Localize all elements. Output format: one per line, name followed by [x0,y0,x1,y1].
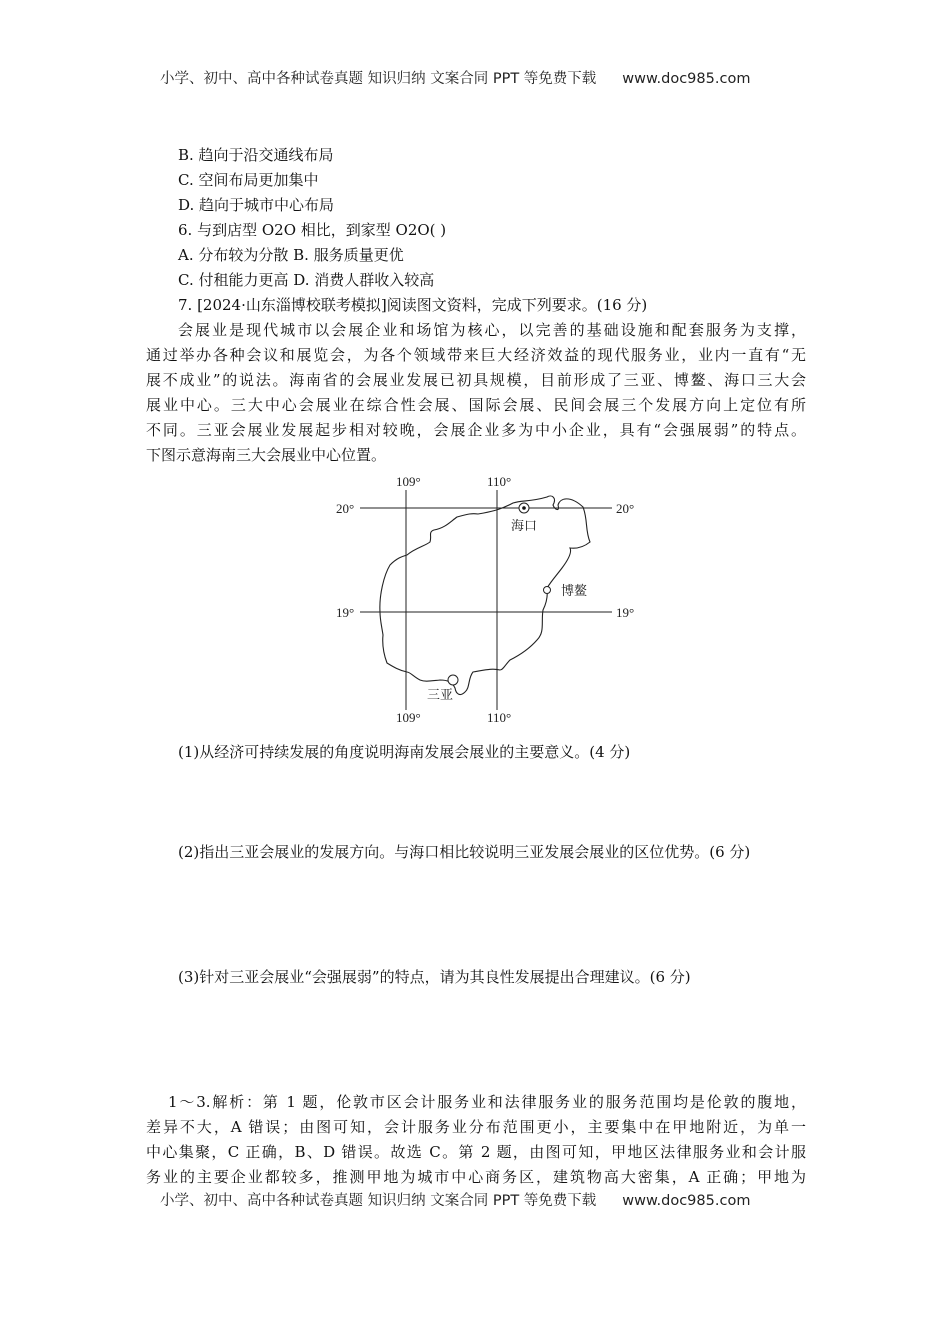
analysis-line: 中心集聚，C 正确，B、D 错误。故选 C。第 2 题，由图可知，甲地区法律服务业和会计服 [146,1143,806,1161]
analysis-line: 差异不大，A 错误；由图可知，会计服务业分布范围更小，主要集中在甲地附近，为单一 [146,1118,806,1136]
lon-label-109-top: 109° [396,474,421,489]
page-footer [160,1191,750,1211]
q5-option-c: C. 空间布局更加集中 [178,171,319,189]
subquestion-3: (3)针对三亚会展业“会强展弱”的特点，请为其良性发展提出合理建议。(6 分) [178,968,691,986]
lat-label-19-left: 19° [336,605,355,620]
lat-label-20-left: 20° [336,501,355,516]
lon-label-110-top: 110° [487,474,512,489]
lon-label-110-bottom: 110° [487,710,512,725]
place-sanya: 三亚 [427,687,454,702]
header-text: 小学、初中、高中各种试卷真题 知识归纳 文案合同 PPT 等免费下载 [160,71,597,87]
analysis-line: 务业的主要企业都较多，推测甲地为城市中心商务区，建筑物高大密集，A 正确；甲地为 [146,1168,806,1186]
q5-option-b: B. 趋向于沿交通线布局 [178,146,334,164]
analysis-line: 1～3.解析：第 1 题，伦敦市区会计服务业和法律服务业的服务范围均是伦敦的腹地， [168,1093,806,1111]
footer-text: 小学、初中、高中各种试卷真题 知识归纳 文案合同 PPT 等免费下载 [160,1193,597,1209]
subquestion-1: (1)从经济可持续发展的角度说明海南发展会展业的主要意义。(4 分) [178,743,631,761]
q5-option-d: D. 趋向于城市中心布局 [178,196,335,214]
lat-label-20-right: 20° [616,501,635,516]
q7-paragraph-line: 展不成业”的说法。海南省的会展业发展已初具规模，目前形成了三亚、博鳌、海口三大会 [146,371,806,389]
footer-url[interactable]: www.doc985.com [622,1193,751,1209]
header-url[interactable]: www.doc985.com [622,71,751,87]
q6-options-cd: C. 付租能力更高 D. 消费人群收入较高 [178,271,435,289]
q7-paragraph-line: 下图示意海南三大会展业中心位置。 [146,446,387,464]
q6-options-ab: A. 分布较为分散 B. 服务质量更优 [178,246,404,264]
place-boao: 博鳌 [561,583,588,598]
q7-paragraph-line: 通过举办各种会议和展览会，为各个领域带来巨大经济效益的现代服务业，业内一直有“无 [146,346,806,364]
lat-label-19-right: 19° [616,605,635,620]
place-haikou: 海口 [511,518,538,533]
q6-stem: 6. 与到店型 O2O 相比，到家型 O2O( ) [178,221,447,239]
lon-label-109-bottom: 109° [396,710,421,725]
q7-stem: 7. [2024·山东淄博校联考模拟]阅读图文资料，完成下列要求。(16 分) [178,296,648,314]
island-outline [380,496,590,695]
sanya-marker [448,675,458,685]
boao-marker [544,587,551,594]
q7-paragraph-line: 不同。三亚会展业发展起步相对较晚，会展企业多为中小企业，具有“会强展弱”的特点。 [146,421,806,439]
q7-paragraph-line: 会展业是现代城市以会展企业和场馆为核心，以完善的基础设施和配套服务为支撑， [178,321,806,339]
q7-paragraph-line: 展业中心。三大中心会展业在综合性会展、国际会展、民间会展三个发展方向上定位有所 [146,396,806,414]
subquestion-2: (2)指出三亚会展业的发展方向。与海口相比较说明三亚发展会展业的区位优势。(6 分) [178,843,751,861]
